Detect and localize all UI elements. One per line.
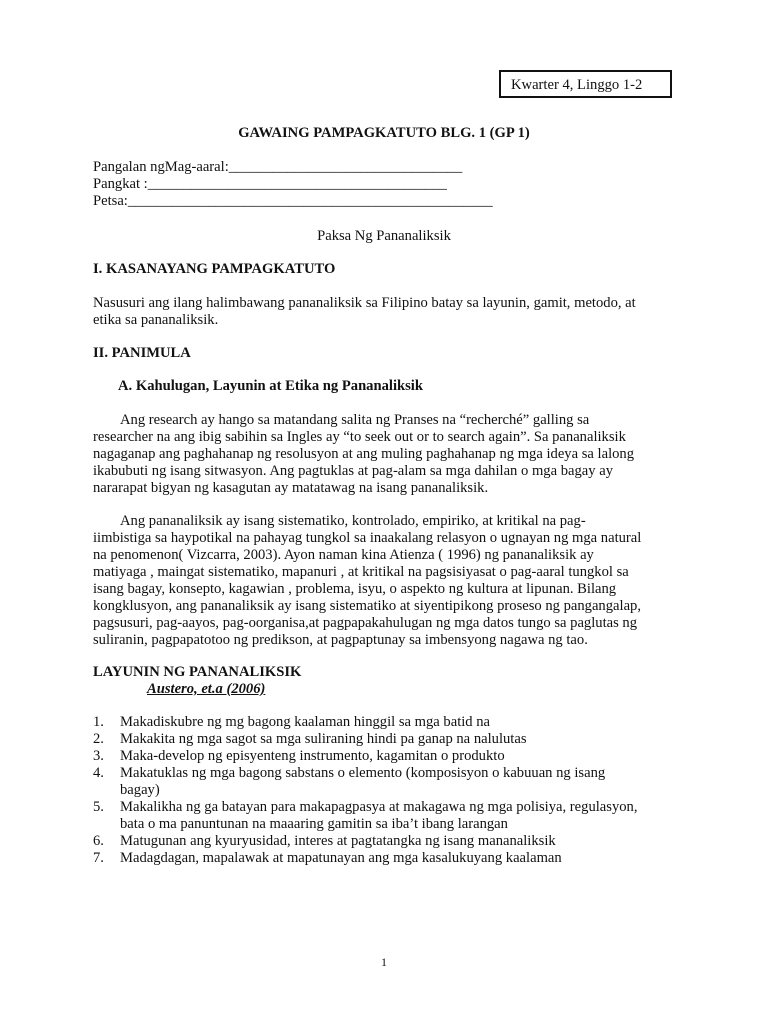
subsection-a-heading: A. Kahulugan, Layunin at Etika ng Pananaliksik <box>118 378 423 394</box>
body-line: ikabubuti ng isang sitwasyon. Ang pagtuklas at pag-alam sa mga dahilan o mga bagay ay <box>93 463 613 479</box>
list-item-number: 2. <box>93 731 104 747</box>
list-item <box>93 833 683 850</box>
body-line: nagaganap ang paghahanap ng resolusyon at ang muling paghahanap ng mga ideya sa lalong <box>93 446 635 462</box>
list-item-text: Makalikha ng ga batayan para makapagpasya at makagawa ng mga polisiya, regulasyon, <box>120 799 638 815</box>
list-item-text: Makatuklas ng mga bagong sabstans o elemento (komposisyon o kabuuan ng isang <box>120 765 606 781</box>
list-item-text: Makakita ng mga sagot sa mga suliraning hindi pa ganap na nalulutas <box>120 731 527 747</box>
list-item-number: 3. <box>93 748 104 764</box>
list-item-text: Matugunan ang kyuryusidad, interes at pagtatangka ng isang mananaliksik <box>120 833 556 849</box>
list-item <box>93 850 683 867</box>
date-field: Petsa:__________________________________________________ <box>93 193 493 209</box>
objectives-list <box>93 714 683 867</box>
list-item-text: Madagdagan, mapalawak at mapatunayan ang mga kasalukuyang kaalaman <box>120 850 562 866</box>
page-number: 1 <box>381 955 387 969</box>
quarter-week-label: Kwarter 4, Linggo 1-2 <box>511 77 643 93</box>
activity-title: GAWAING PAMPAGKATUTO BLG. 1 (GP 1) <box>238 125 530 141</box>
section1-heading: I. KASANAYANG PAMPAGKATUTO <box>93 261 336 277</box>
list-item-number: 7. <box>93 850 104 866</box>
body-line: kongklusyon, ang pananaliksik ay isang sistematiko at siyentipikong proseso ng pangangalap, <box>93 598 641 614</box>
paragraph-1 <box>93 412 675 497</box>
body-line: Nasusuri ang ilang halimbawang pananaliksik sa Filipino batay sa layunin, gamit, metodo, at <box>93 295 636 311</box>
body-line: pagsusuri, pag-aayos, pag-oorganisa,at pagpapakahulugan ng mga datos tungo sa paglutas ng <box>93 615 638 631</box>
body-line: Ang pananaliksik ay isang sistematiko, kontrolado, empiriko, at kritikal na pag- <box>120 513 586 529</box>
body-line: iimbistiga sa haypotikal na pahayag tungkol sa inaakalang relasyon o ugnayan ng mga natural <box>93 530 642 546</box>
paragraph-2 <box>93 513 675 649</box>
body-line: etika sa pananaliksik. <box>93 312 219 328</box>
list-item <box>93 748 683 765</box>
body-line: Ang research ay hango sa matandang salita ng Pranses na “recherché” galling sa <box>120 412 590 428</box>
list-item-number: 4. <box>93 765 104 781</box>
body-line: na penomenon( Vizcarra, 2003). Ayon naman kina Atienza ( 1996) ng pananaliksik ay <box>93 547 594 563</box>
body-line: matiyaga , maingat sistematiko, mapanuri , at kritikal na pagsisiyasat o pag-aaral tungkol sa <box>93 564 629 580</box>
list-item-number: 6. <box>93 833 104 849</box>
layunin-source: Austero, et.a (2006) <box>147 681 266 697</box>
list-item-number: 1. <box>93 714 104 730</box>
body-line: suliranin, pagpapatotoo ng predikson, at pagpaptunay sa imbensyong nagawa ng tao. <box>93 632 588 648</box>
list-item <box>93 714 683 731</box>
list-item-text: bata o ma panuntunan na maaaring gamitin sa iba’t ibang larangan <box>120 816 508 832</box>
list-item-text: Makadiskubre ng mg bagong kaalaman hinggil sa mga batid na <box>120 714 491 730</box>
section2-heading: II. PANIMULA <box>93 345 191 361</box>
body-line: isang bagay, konsepto, kagawian , problema, isyu, o aspekto ng kultura at lipunan. Bilang <box>93 581 617 597</box>
student-name-field: Pangalan ngMag-aaral:________________________________ <box>93 159 463 175</box>
body-line: researcher na ang ibig sabihin sa Ingles ay “to seek out or to search again”. Sa pananaliksik <box>93 429 626 445</box>
list-item <box>93 799 683 833</box>
quarter-week-box <box>499 70 672 98</box>
topic-title: Paksa Ng Pananaliksik <box>317 228 451 244</box>
list-item-text: Maka-develop ng episyenteng instrumento, kagamitan o produkto <box>120 748 505 764</box>
list-item <box>93 765 683 799</box>
list-item-number: 5. <box>93 799 104 815</box>
section1-body <box>93 295 675 329</box>
list-item-text: bagay) <box>120 782 160 798</box>
body-line: nararapat bigyan ng kasagutan ay matatawag na isang pananaliksik. <box>93 480 489 496</box>
list-item <box>93 731 683 748</box>
section-field: Pangkat :_________________________________________ <box>93 176 447 192</box>
layunin-heading: LAYUNIN NG PANANALIKSIK <box>93 664 302 680</box>
